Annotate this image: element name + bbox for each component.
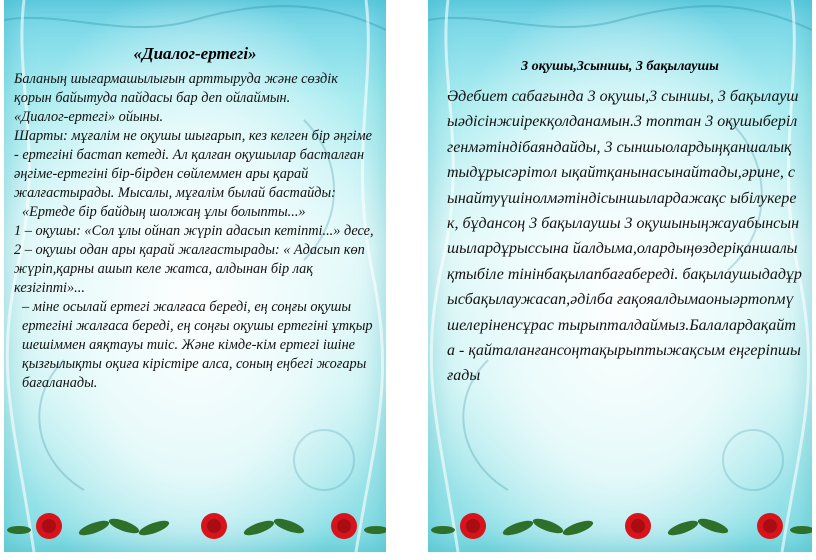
right-card — [428, 0, 812, 552]
leaf-icon — [431, 516, 812, 538]
paragraph: Әдебиет сабағында 3 оқушы,3 сыншы, 3 бақылаушыәдісінжиірекқолданамын.3 топтан 3 оқушыберілгенмәтіндібаяндайды, 3 сыншыолардыңқаншалықтыдұрысәрітол ықайтқанынасынайтады,әрине, сынайтуүшінолмәтіндісыншылардажақс ыбілукерек, бұдансоң 3 бақылаушы 3 оқушыныңжауабынсыншылардұрыссына йалдыма,олардыңөздеріқаншалықтыбіле тінінбақылапбағабереді. бақылаушыдадұрысбақылаужасап,әділба ғақояалдымаоныәртопмүшелеріненсұрас тырыпталдаймыз.Балалардақайта - қайталанғансоңтақырыптыжақсым еңгеріпшығады — [447, 88, 802, 385]
rose-border-left — [4, 504, 386, 544]
left-card — [4, 0, 386, 552]
card-body — [14, 70, 378, 393]
card-body — [447, 84, 802, 389]
card-title: «Диалог-ертегі» — [133, 44, 257, 63]
paragraph: «Ертеде бір байдың шолжаң ұлы болыпты...» — [22, 204, 306, 220]
rose-border-right — [428, 504, 812, 544]
paragraph: Шарты: мұғалім не оқушы шығарып, кез келген бір әңгіме - ертегіні бастап кетеді. Ал қалған оқушылар басталған әңгіме-ертегіні бір-бірден сөйлеммен ары қарай жалғастырады. Мысалы, мұғалім былай бастайды: — [14, 128, 372, 201]
paragraph: – міне осылай ертегі жалғаса береді, ең соңғы оқушы ертегіні жалғаса береді, ең соңғы оқушы ертегіні ұтқыр шешіммен аяқтауы тиіс. Және кімде-кім ертегі ішіне қызғылықты оқиға кірістіре алса, соның еңбегі жоғары бағаланады. — [22, 299, 373, 391]
paragraph: «Диалог-ертегі» ойыны. — [14, 109, 164, 125]
leaf-icon — [7, 516, 386, 538]
paragraph: 2 – оқушы одан ары қарай жалғастырады: « Адасып көп жүріп,қарны ашып келе жатса, алдынан бір лақ кезігіпті»... — [14, 242, 365, 296]
card-title: 3 оқушы,3сыншы, 3 бақылаушы — [521, 59, 719, 74]
paragraph: Баланың шығармашылығын арттыруда және сөздік қорын байытуда пайдасы бар деп ойлаймын. — [14, 71, 338, 106]
paragraph: 1 – оқушы: «Сол ұлы ойнап жүріп адасып кетіпті...» десе, — [14, 223, 374, 239]
